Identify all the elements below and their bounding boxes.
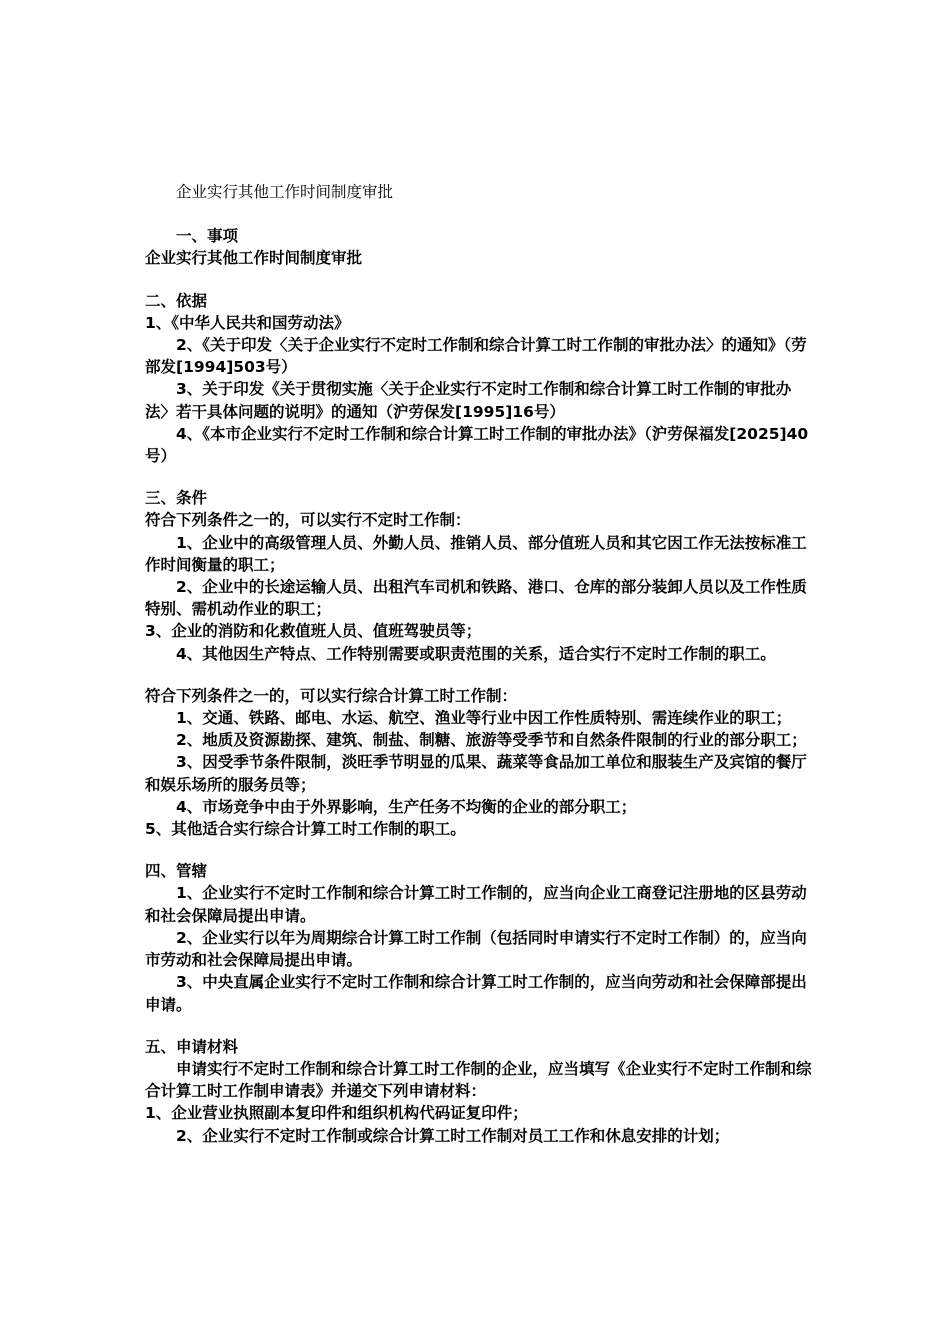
section-materials xyxy=(145,1036,813,1147)
section-conditions xyxy=(145,487,813,840)
section-heading: 二、依据 xyxy=(145,291,208,310)
list-item: 2、企业实行不定时工作制或综合计算工时工作制对员工工作和休息安排的计划； xyxy=(176,1126,730,1145)
list-item: 1、企业营业执照副本复印件和组织机构代码证复印件； xyxy=(145,1104,528,1123)
list-item: 3、中央直属企业实行不定时工作制和综合计算工时工作制的，应当向劳动和社会保障部提出申请。 xyxy=(145,973,807,1014)
paragraph: 企业实行其他工作时间制度审批 xyxy=(145,249,363,268)
paragraph: 符合下列条件之一的，可以实行综合计算工时工作制： xyxy=(145,686,518,705)
list-item: 1、企业中的高级管理人员、外勤人员、推销人员、部分值班人员和其它因工作无法按标准工作时间衡量的职工； xyxy=(145,533,807,574)
paragraph: 申请实行不定时工作制和综合计算工时工作制的企业，应当填写《企业实行不定时工作制和综合计算工时工作制申请表》并递交下列申请材料： xyxy=(145,1059,812,1101)
paragraph: 符合下列条件之一的，可以实行不定时工作制： xyxy=(145,511,471,530)
section-matter xyxy=(145,225,813,269)
list-item: 2、企业中的长途运输人员、出租汽车司机和铁路、港口、仓库的部分装卸人员以及工作性质特别、需机动作业的职工； xyxy=(145,578,807,619)
list-item: 5、其他适合实行综合计算工时工作制的职工。 xyxy=(145,820,466,839)
section-jurisdiction xyxy=(145,860,813,1015)
section-heading: 一、事项 xyxy=(176,227,239,246)
document-body xyxy=(145,181,813,1147)
section-heading: 五、申请材料 xyxy=(145,1037,239,1056)
list-item: 1、交通、铁路、邮电、水运、航空、渔业等行业中因工作性质特别、需连续作业的职工； xyxy=(176,709,792,728)
list-item: 3、关于印发《关于贯彻实施〈关于企业实行不定时工作制和综合计算工时工作制的审批办法〉若干具体问题的说明》的通知（沪劳保发[1995]16号） xyxy=(145,380,792,421)
document-title: 企业实行其他工作时间制度审批 xyxy=(176,183,394,201)
list-item: 3、因受季节条件限制，淡旺季节明显的瓜果、蔬菜等食品加工单位和服装生产及宾馆的餐厅和娱乐场所的服务员等； xyxy=(145,753,807,794)
section-basis xyxy=(145,290,813,468)
list-item: 4、市场竞争中由于外界影响，生产任务不均衡的企业的部分职工； xyxy=(176,797,637,816)
list-item: 4、其他因生产特点、工作特别需要或职责范围的关系，适合实行不定时工作制的职工。 xyxy=(176,644,776,663)
list-item: 3、企业的消防和化救值班人员、值班驾驶员等； xyxy=(145,622,482,641)
section-heading: 四、管辖 xyxy=(145,862,208,881)
section-heading: 三、条件 xyxy=(145,489,208,508)
list-item: 4、《本市企业实行不定时工作制和综合计算工时工作制的审批办法》（沪劳保福发[2025]40号） xyxy=(145,424,809,466)
list-item: 2、企业实行以年为周期综合计算工时工作制（包括同时申请实行不定时工作制）的，应当向市劳动和社会保障局提出申请。 xyxy=(145,928,807,970)
list-item: 2、《关于印发〈关于企业实行不定时工作制和综合计算工时工作制的审批办法〉的通知》（劳部发[1994]503号） xyxy=(145,336,807,377)
list-item: 1、《中华人民共和国劳动法》 xyxy=(145,313,350,332)
list-item: 2、地质及资源勘探、建筑、制盐、制糖、旅游等受季节和自然条件限制的行业的部分职工； xyxy=(176,731,807,750)
list-item: 1、企业实行不定时工作制和综合计算工时工作制的，应当向企业工商登记注册地的区县劳动和社会保障局提出申请。 xyxy=(145,884,807,925)
